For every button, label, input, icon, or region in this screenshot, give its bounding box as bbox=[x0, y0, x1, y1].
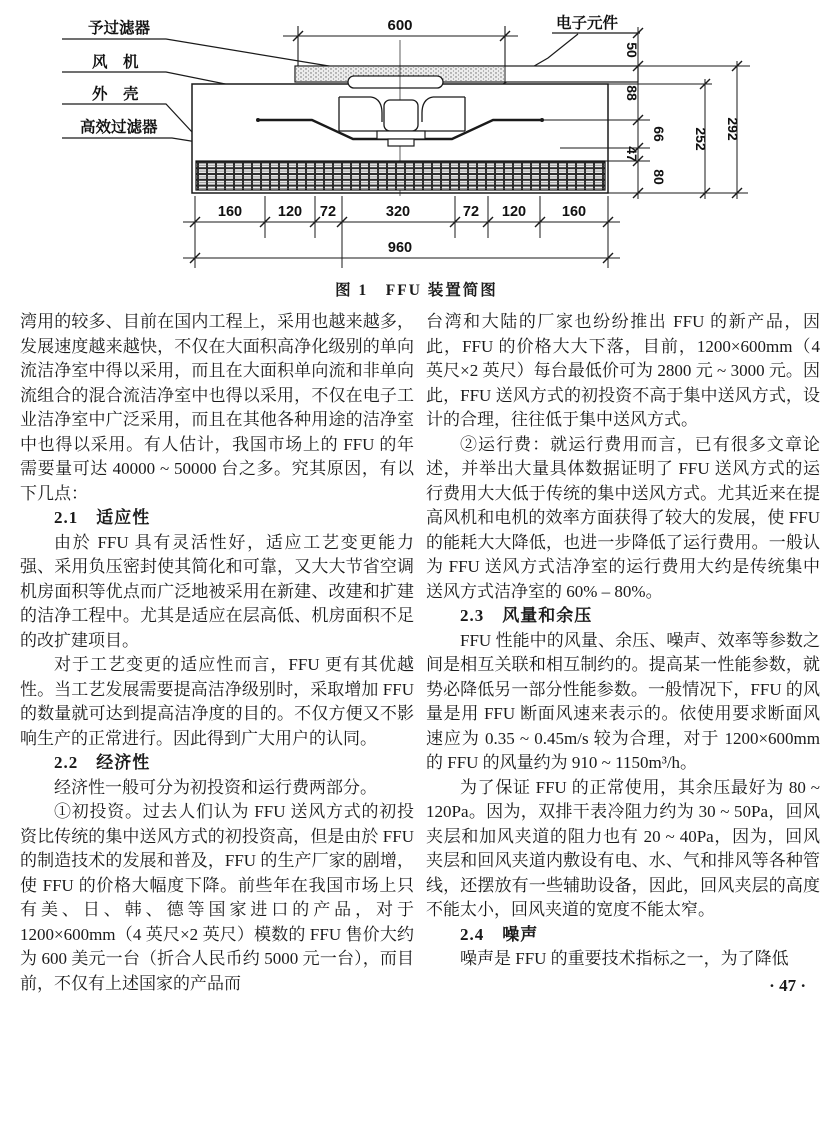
label-shell: 外 壳 bbox=[92, 86, 139, 103]
label-fan: 风 机 bbox=[92, 54, 139, 71]
paragraph: 由於 FFU 具有灵活性好，适应工艺变更能力强、采用负压密封使其简化和可靠，又大大节省空调机房面积等优点而广泛地被采用在新建、改建和扩建的洁净工程中。尤其是适应在层高低、机房面积不足的改扩建项目。 bbox=[20, 532, 414, 650]
label-prefilter: 予过滤器 bbox=[88, 20, 151, 37]
paragraph: 对于工艺变更的适应性而言，FFU 更有其优越性。当工艺发展需要提高洁净级别时，采取增加 FFU 的数量就可达到提高洁净度的目的。不仅方便又不影响生产的正常进行。因此得到广大用户的认同。 bbox=[20, 655, 414, 748]
dim-label-320: 320 bbox=[385, 204, 411, 220]
article-body bbox=[0, 304, 833, 998]
dim-label-72-left: 72 bbox=[319, 204, 337, 220]
dim-label-88: 88 bbox=[624, 85, 640, 101]
ffu-diagram bbox=[0, 0, 833, 278]
dim-label-47: 47 bbox=[624, 146, 640, 162]
dim-label-50: 50 bbox=[624, 42, 640, 58]
paragraph: 经济性一般可分为初投资和运行费两部分。 bbox=[54, 777, 377, 797]
paragraph: ②运行费：就运行费用而言，已有很多文章论述，并举出大量具体数据证明了 FFU 送风方式的运行费用大大低于传统的集中送风方式。尤其近来在提高风机和电机的效率方面获得了较大的发展，使 FFU 的能耗大大降低，也进一步降低了运行费用。一般认为 FFU 送风方式洁净室的运行费用大约是传统集中送风方式洁净室的 60% – 80%。 bbox=[426, 434, 820, 601]
dim-label-160-left: 160 bbox=[217, 204, 243, 220]
paragraph-continuation: 台湾和大陆的厂家也纷纷推出 FFU 的新产品，因此，FFU 的价格大大下落，目前，1200×600mm（4 英尺×2 英尺）每台最低价可为 2800 元 ~ 3000 元。因此，FFU 送风方式的初投资不高于集中送风方式，设计的合理，往往低于集中送风方式。 bbox=[426, 312, 820, 429]
dim-label-66: 66 bbox=[651, 126, 667, 142]
paragraph: 为了保证 FFU 的正常使用，其余压最好为 80 ~ 120Pa。因为，双排干表冷阻力约为 30 ~ 50Pa，回风夹层和加风夹道的阻力也有 20 ~ 40Pa，因为，回风夹层和回风夹道内敷设有电、水、气和排风等各种管线，还摆放有一些辅助设备，因此，回风夹层的高度不能太小，回风夹道的宽度不能太窄。 bbox=[426, 777, 820, 919]
prefilter-strip bbox=[295, 66, 638, 82]
section-heading-2-3: 2.3 风量和余压 bbox=[460, 606, 593, 625]
label-electronics: 电子元件 bbox=[556, 15, 619, 32]
dim-label-120-right: 120 bbox=[501, 204, 527, 220]
dim-label-72-right: 72 bbox=[462, 204, 480, 220]
dim-label-960: 960 bbox=[387, 240, 413, 256]
paragraph: 噪声是 FFU 的重要技术指标之一，为了降低 bbox=[460, 949, 789, 968]
dimension-labels-right bbox=[624, 42, 741, 185]
dim-label-top-width: 600 bbox=[387, 17, 413, 34]
section-heading-2-1: 2.1 适应性 bbox=[54, 508, 151, 527]
figure-caption: 图 1 FFU 装置简图 bbox=[335, 282, 498, 299]
dimension-labels-bottom bbox=[218, 204, 586, 256]
dim-label-252: 252 bbox=[693, 127, 709, 151]
figure-area bbox=[0, 0, 833, 278]
paragraph: ①初投资。过去人们认为 FFU 送风方式的初投资比传统的集中送风方式的初投资高，但是由於 FFU 的制造技术的发展和普及，FFU 的生产厂家的剧增，使 FFU 的价格大幅度下降。前些年在我国市场上只有美、日、韩、德等国家进口的产品，对于 1200×600mm（4 英尺×2 英尺）模数的 FFU 售价大约为 600 美元一台（折合人民币约 5000 元一台），而目前，不仅有上述国家的产品而 bbox=[20, 802, 414, 993]
page-number: · 47 · bbox=[769, 975, 806, 995]
dim-label-80: 80 bbox=[651, 169, 667, 185]
hepa-filter-grid bbox=[196, 161, 605, 190]
paragraph: FFU 性能中的风量、余压、噪声、效率等参数之间是相互关联和相互制约的。提高某一性能参数，就势必降低另一部分性能参数。一般情况下，FFU 的风量是用 FFU 断面风速来表示的。依使用要求断面风速应为 0.35 ~ 0.45m/s 较为合理，对于 1200×600mm 的 FFU 的风量约为 910 ~ 1150m³/h。 bbox=[426, 630, 820, 772]
dim-label-160-right: 160 bbox=[561, 204, 587, 220]
dim-label-120-left: 120 bbox=[277, 204, 303, 220]
right-column bbox=[426, 310, 820, 998]
section-heading-2-2: 2.2 经济性 bbox=[54, 753, 151, 772]
label-hepa-filter: 高效过滤器 bbox=[80, 119, 158, 136]
section-heading-2-4: 2.4 噪声 bbox=[460, 924, 539, 944]
paragraph-continuation: 湾用的较多、目前在国内工程上，采用也越来越多，发展速度越来越快，不仅在大面积高净化级别的单向流洁净室中得以采用，而且在大面积单向流和非单向流组合的混合流洁净室中也得以采用，不仅在电子工业洁净室中广泛采用，而且在其他各种用途的洁净室中也得以采用。有人估计，我国市场上的 FFU 的年需要量可达 40000 ~ 50000 台之多。究其原因，有以下几点： bbox=[20, 312, 414, 503]
left-column bbox=[20, 310, 414, 998]
dim-label-292: 292 bbox=[725, 117, 741, 141]
